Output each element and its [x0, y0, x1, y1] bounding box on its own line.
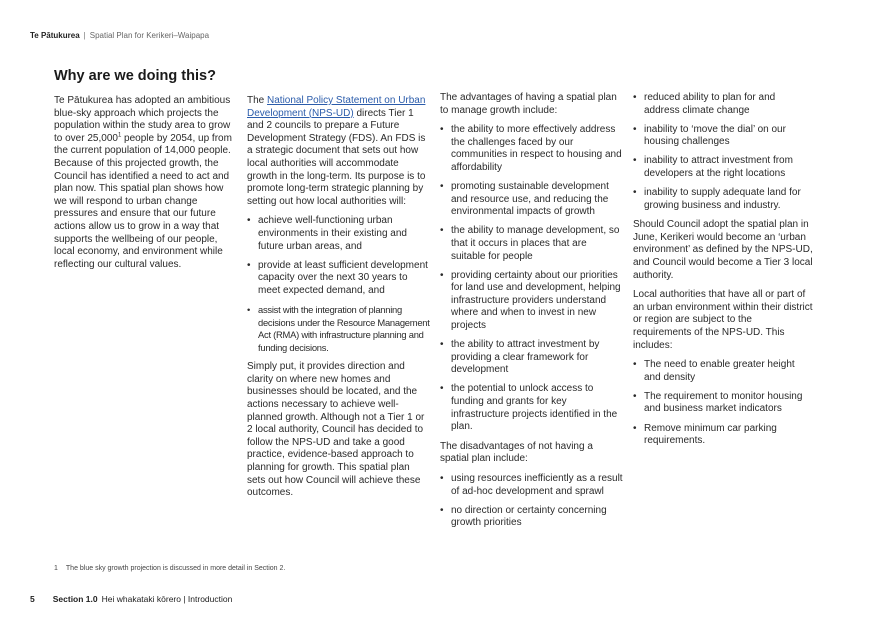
list-item-text: assist with the integration of planning decisions under the Resource Management Act (RMA) with infrastructure planning and funding decisions.	[258, 303, 430, 353]
list-item-text: inability to ‘move the dial’ on our housing challenges	[644, 123, 786, 148]
column-2	[247, 95, 430, 507]
list-item	[247, 304, 430, 354]
bullet-icon: •	[440, 339, 444, 351]
advantages-intro: The advantages of having a spatial plan to manage growth include:	[440, 92, 617, 116]
disadvantages-list-continued	[633, 92, 813, 212]
list-item	[440, 270, 623, 333]
list-item	[440, 505, 623, 530]
list-item-text: Remove minimum car parking requirements.	[644, 422, 777, 447]
section-label: Section 1.0	[52, 594, 98, 604]
bullet-icon: •	[633, 92, 637, 103]
list-item	[440, 124, 623, 174]
list-item-text: the potential to unlock access to funding and grants for key infrastructure projects identified in the plan.	[451, 383, 618, 433]
adoption-paragraph: Should Council adopt the spatial plan in June, Kerikeri would become an ‘urban environment’ as defined by the NPS-UD, and Council would become a Tier 3 local authority.	[633, 219, 813, 281]
list-item	[440, 383, 623, 433]
disadvantages-intro: The disadvantages of not having a spatial plan include:	[440, 440, 593, 465]
list-item	[440, 225, 623, 263]
bullet-icon: •	[633, 155, 637, 167]
intro-text-start: Te Pātukurea has adopted an ambitious blue-sky approach which projects the population within the study area to grow to over 25,000	[54, 95, 231, 144]
list-item-text: achieve well-functioning urban environments in their existing and future urban areas, and	[258, 215, 407, 252]
footnote-text: The blue sky growth projection is discussed in more detail in Section 2.	[65, 565, 286, 572]
list-item	[440, 339, 623, 377]
list-item	[633, 423, 813, 448]
bullet-icon: •	[247, 259, 251, 271]
list-item-text: provide at least sufficient development capacity over the next 30 years to meet expected demand, and	[258, 259, 428, 296]
nps-intro-the: The	[247, 95, 268, 106]
list-item	[247, 260, 430, 298]
bullet-icon: •	[633, 359, 637, 371]
list-item-text: The requirement to monitor housing and business market indicators	[644, 390, 803, 415]
running-header	[30, 31, 209, 40]
list-item	[633, 359, 813, 384]
list-item-text: reduced ability to plan for and address climate change	[644, 92, 776, 116]
list-item	[247, 215, 430, 253]
requirements-paragraph: Local authorities that have all or part of an urban environment within their district or region are subject to the requirements of the NPS-UD. This includes:	[633, 289, 813, 351]
section-title: Hei whakataki kōrero | Introduction	[101, 594, 233, 604]
simply-put-paragraph: Simply put, it provides direction and clarity on where new homes and businesses should be located, and the actions necessary to achieve well-planned growth. Although not a Tier 1 or 2 local authority, Council has decided to follow the NPS-UD and take a good practice, evidence-based approach to planning for growth. This spatial plan sets out how Council will achieve these outcomes.	[247, 361, 425, 499]
bullet-icon: •	[440, 181, 444, 193]
nps-ud-paragraph	[247, 95, 430, 208]
list-item	[633, 391, 813, 416]
column-1	[54, 95, 237, 278]
nps-intro-rest: directs Tier 1 and 2 councils to prepare a Future Development Strategy (FDS). An FDS is a strategic document that sets out how local authorities will accommodate growth in the long-term. Its purpose is to promote long-term strategic planning by setting out how local authorities will:	[247, 107, 426, 207]
intro-paragraph	[54, 95, 237, 271]
list-item	[440, 181, 623, 219]
bullet-icon: •	[440, 383, 444, 395]
list-item-text: the ability to attract investment by providing a clear framework for development	[451, 339, 600, 376]
bullet-icon: •	[633, 123, 637, 135]
bullet-icon: •	[633, 422, 637, 434]
footnote-number: 1	[54, 565, 58, 572]
bullet-icon: •	[633, 187, 637, 199]
nps-ud-link[interactable]: National Policy Statement on Urban Development (NPS-UD)	[247, 95, 426, 119]
list-item	[633, 155, 813, 180]
bullet-icon: •	[247, 215, 251, 227]
bullet-icon: •	[440, 504, 444, 516]
list-item-text: providing certainty about our priorities for land use and development, helping infrastructure providers understand where and when to invest in new projects	[451, 269, 621, 331]
list-item	[633, 187, 813, 212]
list-item-text: inability to supply adequate land for growing business and industry.	[644, 187, 801, 211]
page-footer	[30, 594, 232, 604]
bullet-icon: •	[440, 472, 444, 484]
list-item-text: inability to attract investment from developers at the right locations	[644, 155, 793, 179]
bullet-icon: •	[633, 390, 637, 402]
column-3	[440, 92, 623, 537]
page-number: 5	[30, 594, 35, 604]
bullet-icon: •	[440, 269, 444, 281]
bullet-icon: •	[440, 225, 444, 237]
list-item-text: the ability to more effectively address the challenges faced by our communities in respect to housing and affordability	[451, 124, 622, 173]
list-item-text: using resources inefficiently as a result of ad-hoc development and sprawl	[451, 472, 623, 497]
disadvantages-list	[440, 473, 623, 530]
list-item-text: no direction or certainty concerning growth priorities	[451, 504, 607, 529]
requirements-list	[633, 359, 813, 448]
footnote	[54, 565, 285, 572]
advantages-list	[440, 124, 623, 434]
bullet-icon: •	[247, 303, 251, 315]
header-separator: |	[83, 31, 86, 40]
intro-text-end: people by 2054, up from the current population of 14,000 people. Because of this projected growth, the Council has identified a need to act and plan now. This spatial plan shows how we will respond to urban change pressures and ensure that our future actions allow us to grow in a way that supports the wellbeing of our people, local economy, and environment while reflecting our cultural values.	[54, 132, 232, 270]
list-item	[440, 473, 623, 498]
list-item-text: promoting sustainable development and resource use, and reducing the environmental impacts of growth	[451, 181, 609, 218]
column-4	[633, 92, 813, 455]
list-item-text: The need to enable greater height and density	[644, 359, 795, 383]
list-item	[633, 124, 813, 149]
list-item	[633, 92, 813, 117]
footnote-reference[interactable]: 1	[117, 132, 122, 139]
bullet-icon: •	[440, 124, 444, 136]
fds-purpose-list	[247, 215, 430, 354]
page-heading: Why are we doing this?	[54, 68, 216, 84]
document-title: Te Pātukurea	[30, 31, 80, 40]
document-subtitle: Spatial Plan for Kerikeri–Waipapa	[89, 31, 210, 40]
list-item-text: the ability to manage development, so that it occurs in places that are suitable for people	[451, 225, 620, 262]
